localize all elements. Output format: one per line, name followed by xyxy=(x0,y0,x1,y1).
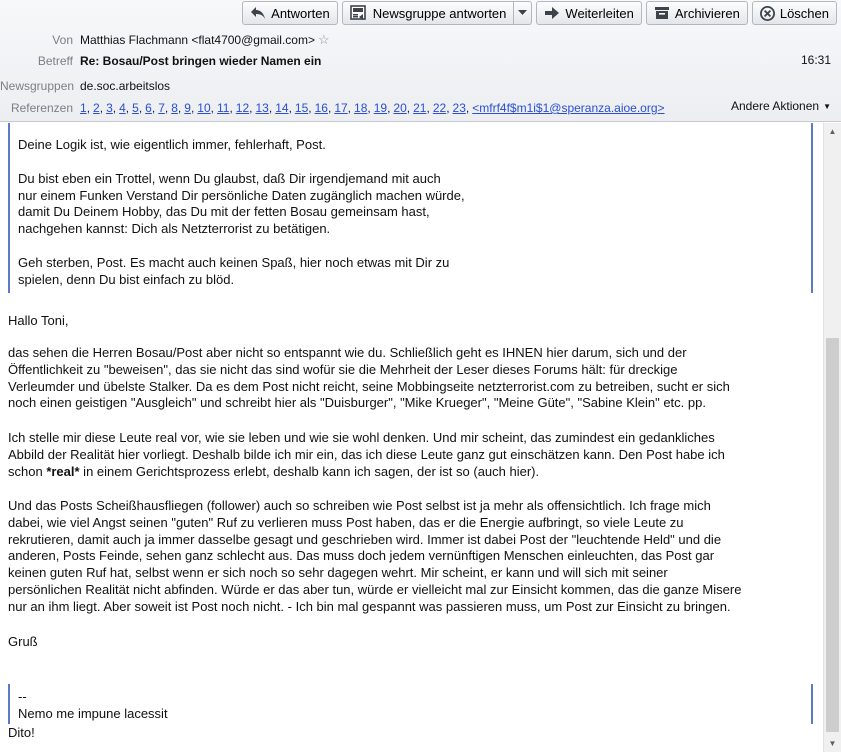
reference-link[interactable]: 1 xyxy=(80,101,87,115)
reference-link[interactable]: 3 xyxy=(106,101,113,115)
signature-quote xyxy=(8,684,813,724)
footer-text: Dito! xyxy=(8,725,35,740)
subject-row xyxy=(0,52,321,70)
archive-box-icon xyxy=(654,6,670,20)
reference-link[interactable]: 12 xyxy=(235,101,250,115)
signature-separator: -- xyxy=(18,689,27,704)
reference-link[interactable]: 5 xyxy=(132,101,139,115)
reference-link[interactable]: 20 xyxy=(393,101,407,115)
reference-separator: , xyxy=(229,101,233,115)
reference-link[interactable]: 6 xyxy=(145,101,152,115)
reference-separator: , xyxy=(190,101,195,115)
reference-link[interactable]: 11 xyxy=(216,101,230,115)
delete-button[interactable] xyxy=(752,1,837,25)
from-row xyxy=(0,31,330,49)
reference-link[interactable]: 16 xyxy=(314,101,328,115)
emphasis-real: *real* xyxy=(46,463,80,479)
reference-link[interactable]: 7 xyxy=(158,101,165,115)
reference-separator: , xyxy=(347,101,352,115)
reference-link[interactable]: 23 xyxy=(452,101,466,115)
other-actions-menu[interactable] xyxy=(731,99,831,113)
reference-link[interactable]: 14 xyxy=(275,101,289,115)
reference-link[interactable]: 2 xyxy=(93,101,100,115)
quote-paragraph: Deine Logik ist, wie eigentlich immer, fehlerhaft, Post. xyxy=(18,137,326,152)
from-value[interactable]: Matthias Flachmann <flat4700@gmail.com> xyxy=(80,33,315,47)
newsgroups-label: Newsgruppen xyxy=(0,79,75,93)
reference-separator: , xyxy=(210,101,214,115)
signature-text: Nemo me impune lacessit xyxy=(18,705,168,721)
reference-separator: , xyxy=(327,101,332,115)
reply-button[interactable] xyxy=(242,1,338,25)
reply-newsgroup-split xyxy=(342,1,533,25)
forward-arrow-icon xyxy=(544,6,560,20)
scroll-down-icon[interactable]: ▼ xyxy=(828,739,837,748)
references-row xyxy=(0,101,669,115)
body-paragraph: Ich stelle mir diese Leute real vor, wie sie leben und wie sie wohl denken. Und mir scheint, das zumindest ein gedankliches Abbild der Realität hier vorliegt. Deshalb bilde ich mir ein, das ich diese Leute ganz gut einschätzen kann. Den Post habe ich schon *real* in einem Gerichtsprozess erlebt, deshalb kann ich sagen, der ist so (auch hier). xyxy=(8,430,725,479)
reference-separator: , xyxy=(86,101,91,115)
message-toolbar xyxy=(242,1,837,25)
reference-separator: , xyxy=(112,101,117,115)
scrollbar-thumb[interactable] xyxy=(826,338,839,732)
reply-newsgroup-dropdown[interactable] xyxy=(514,1,532,25)
newsgroups-value[interactable]: de.soc.arbeitslos xyxy=(80,79,171,93)
reference-separator: , xyxy=(426,101,430,115)
vertical-scrollbar[interactable] xyxy=(823,123,841,752)
reference-separator: , xyxy=(387,101,391,115)
reference-separator: , xyxy=(465,101,470,115)
message-id-link[interactable]: <mfrf4f$m1i$1@speranza.aioe.org> xyxy=(472,101,665,115)
reference-separator: , xyxy=(151,101,156,115)
reference-separator: , xyxy=(249,101,253,115)
reference-link[interactable]: 22 xyxy=(432,101,447,115)
greeting: Hallo Toni, xyxy=(8,313,69,328)
reference-separator: , xyxy=(99,101,104,115)
reference-link[interactable]: 4 xyxy=(119,101,126,115)
body-paragraph: Und das Posts Scheißhausfliegen (follower) auch so schreiben wie Post selbst ist ja mehr als offensichtlich. Ich frage mich dabei, wie viel Angst seinen "guten" Ruf zu verlieren muss Post haben, das er die Energie aufbringt, so viele Leute zu rekrutieren, damit auch ja immer dasselbe gesagt und geschrieben wird. Immer ist dabei Post der "leuchtende Held" und die anderen, Posts Feinde, sehen ganz schlecht aus. Das muss doch jedem vernünftigen Menschen einleuchten, das Post gar keinen guten Ruf hat, selbst wenn er sich noch so sehr dagegen wehrt. Mir scheint, er kann und will sich mit seiner persönlichen Realität nicht abfinden. Würde er das aber tun, würde er vielleicht mal zur Einsicht kommen, das die ganze Misere nur an ihm liegt. Aber soweit ist Post noch nicht. - Ich bin mal gespannt was passieren muss, um Post zur Einsicht zu bringen. xyxy=(8,498,742,614)
delete-circle-icon xyxy=(760,6,775,21)
closing: Gruß xyxy=(8,634,38,649)
reference-link[interactable]: 10 xyxy=(197,101,211,115)
reference-separator: , xyxy=(125,101,130,115)
forward-button[interactable] xyxy=(536,1,641,25)
quoted-block xyxy=(8,123,813,293)
reference-link[interactable]: 19 xyxy=(373,101,388,115)
message-header xyxy=(0,0,841,122)
quote-paragraph: Du bist eben ein Trottel, wenn Du glaubst, daß Dir irgendjemand mit auch nur einem Funken Verstand Dir persönliche Daten zugänglich machen würde, damit Du Deinem Hobby, das Du mit der fetten Bosau gemeinsam hast, nachgehen kannst: Dich als Netzterrorist zu betätigen. xyxy=(18,170,465,237)
subject-label: Betreff xyxy=(37,54,73,68)
body-paragraph: das sehen die Herren Bosau/Post aber nicht so entspannt wie du. Schließlich geht es IHNEN hier darum, sich und der Öffentlichkeit zu "beweisen", das sie nicht das sind wofür sie die Mehrheit der Leser dieses Forums hält: für dreckige Verleumder und übelste Stalker. Da es dem Post nicht reicht, seine Mobbingseite netzterrorist.com zu betreiben, sucht er sich noch einen geistigen "Ausgleich" und schreibt hier als "Duisburger", "Mike Krueger", "Meine Güte", "Sabine Klein" etc. pp. xyxy=(8,345,730,411)
reference-separator: , xyxy=(288,101,292,115)
archive-button[interactable] xyxy=(646,1,748,25)
chevron-down-icon xyxy=(518,10,527,16)
chevron-down-icon: ▼ xyxy=(823,102,831,112)
reply-newsgroup-button[interactable] xyxy=(342,1,515,25)
scroll-up-icon[interactable]: ▲ xyxy=(828,127,837,136)
subject-value: Re: Bosau/Post bringen wieder Namen ein xyxy=(80,54,322,68)
star-icon[interactable]: ☆ xyxy=(317,32,330,47)
reference-separator: , xyxy=(367,101,371,115)
from-label: Von xyxy=(52,33,73,47)
reference-separator: , xyxy=(308,101,312,115)
quote-paragraph: Geh sterben, Post. Es macht auch keinen Spaß, hier noch etwas mit Dir zu spielen, denn Du bist einfach zu blöd. xyxy=(18,254,450,287)
reply-newsgroup-label: Newsgruppe antworten xyxy=(372,5,507,21)
reference-link[interactable]: 21 xyxy=(413,101,427,115)
reference-link[interactable]: 13 xyxy=(255,101,269,115)
reference-separator: , xyxy=(406,101,411,115)
reference-link[interactable]: 9 xyxy=(184,101,191,115)
reference-separator: , xyxy=(177,101,182,115)
other-actions-label: Andere Aktionen xyxy=(731,99,820,113)
reply-arrow-icon xyxy=(250,6,266,20)
reference-link[interactable]: 18 xyxy=(354,101,368,115)
newsgroup-icon xyxy=(350,5,368,21)
reference-separator: , xyxy=(268,101,273,115)
references-label: Referenzen xyxy=(10,101,73,115)
reference-separator: , xyxy=(164,101,169,115)
reference-separator: , xyxy=(446,101,450,115)
reference-separator: , xyxy=(138,101,143,115)
references-links xyxy=(80,101,669,115)
reference-link[interactable]: 8 xyxy=(171,101,178,115)
newsgroups-row xyxy=(0,77,170,95)
reference-link[interactable]: 17 xyxy=(334,101,348,115)
archive-button-label: Archivieren xyxy=(674,5,740,21)
message-body xyxy=(0,123,823,752)
reply-button-label: Antworten xyxy=(271,5,330,21)
reference-link[interactable]: 15 xyxy=(294,101,309,115)
forward-button-label: Weiterleiten xyxy=(565,5,634,21)
delete-button-label: Löschen xyxy=(779,5,829,21)
message-time: 16:31 xyxy=(800,53,831,67)
